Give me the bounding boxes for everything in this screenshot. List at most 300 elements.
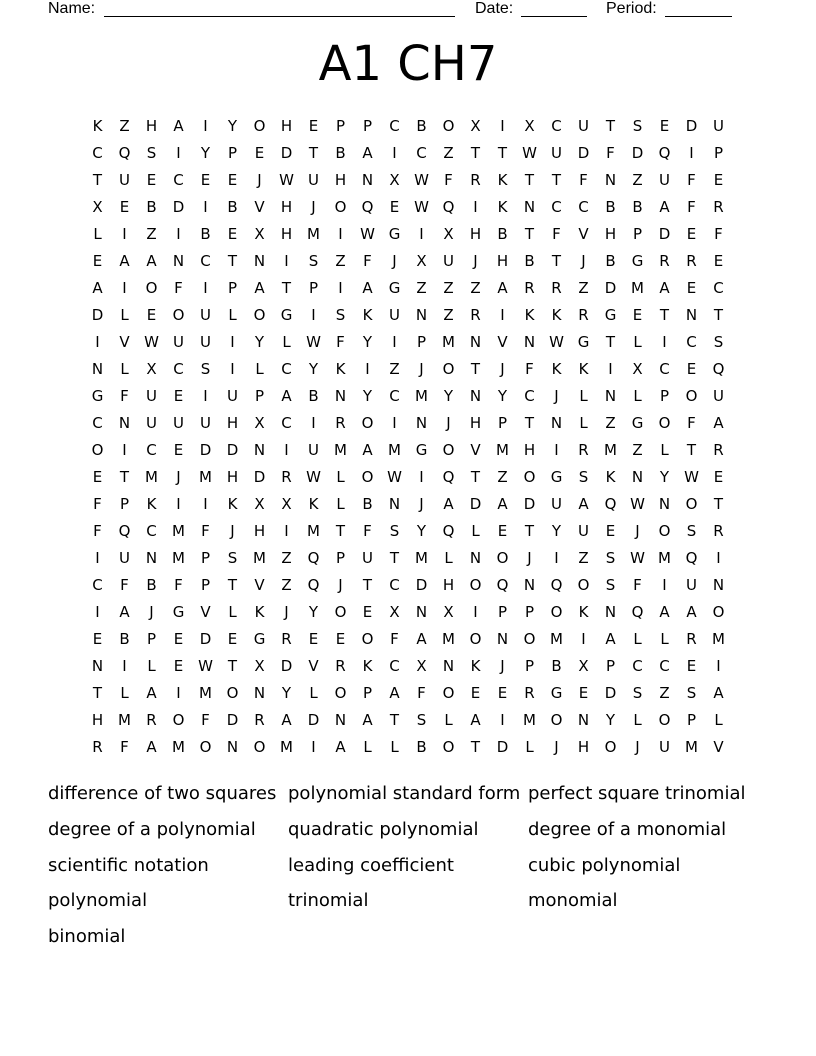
grid-letter: M: [415, 386, 428, 405]
grid-letter: E: [605, 521, 616, 540]
grid-letter: V: [308, 656, 319, 675]
grid-letter: N: [91, 359, 104, 378]
grid-letter: C: [551, 197, 562, 216]
name-blank: [104, 16, 455, 17]
grid-letter: N: [604, 602, 617, 621]
grid-letter: K: [497, 197, 508, 216]
grid-letter: Z: [389, 359, 400, 378]
grid-letter: L: [120, 359, 129, 378]
grid-letter: L: [336, 494, 345, 513]
grid-letter: F: [120, 575, 129, 594]
grid-letter: N: [469, 332, 482, 351]
grid-letter: I: [608, 359, 613, 378]
grid-letter: P: [524, 602, 535, 621]
grid-letter: F: [687, 170, 696, 189]
grid-letter: M: [172, 548, 185, 567]
grid-letter: P: [632, 224, 643, 243]
grid-letter: I: [311, 305, 316, 324]
grid-letter: S: [146, 143, 157, 162]
grid-letter: F: [606, 143, 615, 162]
grid-letter: O: [253, 305, 266, 324]
grid-letter: A: [146, 251, 157, 270]
grid-letter: M: [685, 737, 698, 756]
grid-letter: E: [173, 440, 184, 459]
grid-letter: N: [388, 494, 401, 513]
grid-letter: O: [658, 413, 671, 432]
grid-letter: U: [578, 116, 589, 135]
grid-letter: I: [554, 440, 559, 459]
grid-letter: K: [605, 467, 616, 486]
grid-letter: K: [497, 170, 508, 189]
grid-letter: P: [308, 278, 319, 297]
grid-letter: Q: [307, 548, 320, 567]
grid-letter: J: [419, 359, 424, 378]
grid-letter: I: [554, 548, 559, 567]
grid-letter: I: [716, 548, 721, 567]
grid-letter: K: [578, 602, 589, 621]
grid-letter: Z: [335, 251, 346, 270]
grid-letter: U: [578, 521, 589, 540]
grid-letter: D: [280, 143, 293, 162]
grid-letter: L: [714, 710, 723, 729]
grid-letter: U: [551, 494, 562, 513]
grid-letter: D: [415, 575, 428, 594]
grid-letter: C: [281, 413, 292, 432]
grid-letter: Z: [578, 278, 589, 297]
grid-letter: L: [147, 656, 156, 675]
grid-letter: U: [713, 116, 724, 135]
grid-letter: K: [227, 494, 238, 513]
grid-letter: F: [552, 224, 561, 243]
grid-letter: W: [198, 656, 213, 675]
grid-letter: H: [145, 116, 158, 135]
grid-letter: J: [176, 467, 181, 486]
grid-letter: A: [659, 197, 670, 216]
grid-letter: Q: [307, 575, 320, 594]
grid-letter: A: [281, 710, 292, 729]
grid-letter: O: [658, 710, 671, 729]
grid-letter: I: [392, 143, 397, 162]
grid-letter: E: [308, 629, 319, 648]
grid-letter: X: [92, 197, 103, 216]
grid-letter: Z: [578, 548, 589, 567]
grid-letter: T: [281, 278, 292, 297]
grid-letter: O: [496, 548, 509, 567]
grid-letter: I: [419, 224, 424, 243]
grid-letter: U: [686, 575, 697, 594]
grid-letter: S: [389, 521, 400, 540]
grid-letter: I: [122, 278, 127, 297]
grid-letter: B: [416, 737, 427, 756]
grid-letter: Z: [632, 170, 643, 189]
grid-letter: I: [203, 197, 208, 216]
grid-letter: E: [578, 683, 589, 702]
grid-letter: D: [307, 710, 320, 729]
grid-letter: Q: [118, 521, 131, 540]
worksheet-header: [48, 0, 768, 22]
grid-letter: E: [389, 197, 400, 216]
grid-letter: N: [712, 575, 725, 594]
grid-letter: A: [254, 278, 265, 297]
grid-letter: O: [442, 737, 455, 756]
grid-letter: W: [306, 467, 321, 486]
grid-letter: R: [281, 629, 292, 648]
grid-letter: M: [523, 710, 536, 729]
grid-letter: M: [253, 548, 266, 567]
grid-letter: P: [227, 143, 238, 162]
grid-letter: F: [120, 737, 129, 756]
grid-letter: Q: [118, 143, 131, 162]
grid-letter: T: [524, 224, 535, 243]
grid-letter: R: [335, 413, 346, 432]
grid-letter: E: [659, 116, 670, 135]
grid-letter: U: [119, 170, 130, 189]
grid-letter: I: [311, 737, 316, 756]
grid-letter: C: [713, 278, 724, 297]
grid-letter: O: [199, 737, 212, 756]
grid-letter: A: [119, 602, 130, 621]
grid-letter: W: [144, 332, 159, 351]
grid-letter: X: [254, 494, 265, 513]
grid-letter: M: [280, 737, 293, 756]
grid-letter: Q: [442, 197, 455, 216]
grid-letter: Y: [443, 386, 454, 405]
grid-letter: X: [470, 116, 481, 135]
grid-letter: F: [93, 521, 102, 540]
grid-letter: I: [338, 224, 343, 243]
grid-letter: O: [361, 467, 374, 486]
grid-letter: J: [500, 359, 505, 378]
grid-letter: R: [254, 710, 265, 729]
grid-letter: O: [523, 629, 536, 648]
grid-letter: X: [254, 413, 265, 432]
grid-letter: E: [497, 683, 508, 702]
grid-letter: C: [389, 575, 400, 594]
grid-letter: F: [201, 710, 210, 729]
grid-letter: H: [226, 413, 239, 432]
grid-letter: I: [176, 683, 181, 702]
grid-letter: C: [173, 359, 184, 378]
grid-letter: A: [578, 494, 589, 513]
grid-letter: E: [173, 656, 184, 675]
grid-letter: F: [525, 359, 534, 378]
grid-letter: N: [415, 602, 428, 621]
grid-letter: A: [443, 494, 454, 513]
grid-letter: B: [632, 197, 643, 216]
grid-letter: C: [659, 359, 670, 378]
grid-letter: X: [389, 170, 400, 189]
grid-letter: P: [659, 386, 670, 405]
grid-letter: V: [578, 224, 589, 243]
grid-letter: N: [415, 305, 428, 324]
grid-letter: F: [174, 278, 183, 297]
grid-letter: X: [281, 494, 292, 513]
grid-letter: D: [577, 143, 590, 162]
grid-letter: L: [255, 359, 264, 378]
grid-letter: M: [442, 332, 455, 351]
grid-letter: X: [146, 359, 157, 378]
grid-letter: S: [605, 575, 616, 594]
grid-letter: Z: [146, 224, 157, 243]
grid-letter: E: [713, 467, 724, 486]
grid-letter: U: [119, 548, 130, 567]
grid-letter: P: [605, 656, 616, 675]
grid-letter: A: [659, 278, 670, 297]
word-search-grid: [84, 112, 732, 760]
grid-letter: F: [579, 170, 588, 189]
grid-letter: S: [632, 116, 643, 135]
grid-letter: Y: [227, 116, 238, 135]
grid-letter: V: [119, 332, 130, 351]
grid-letter: X: [416, 251, 427, 270]
grid-letter: P: [524, 656, 535, 675]
name-label: Name:: [48, 0, 96, 17]
grid-letter: D: [91, 305, 104, 324]
grid-letter: H: [280, 197, 293, 216]
grid-letter: L: [120, 305, 129, 324]
grid-letter: Z: [605, 413, 616, 432]
grid-letter: J: [392, 251, 397, 270]
grid-letter: S: [605, 548, 616, 567]
grid-letter: U: [389, 305, 400, 324]
grid-letter: A: [173, 116, 184, 135]
grid-letter: O: [334, 683, 347, 702]
grid-letter: P: [146, 629, 157, 648]
grid-letter: U: [659, 737, 670, 756]
grid-letter: Z: [497, 467, 508, 486]
grid-letter: K: [146, 494, 157, 513]
grid-letter: A: [686, 602, 697, 621]
grid-letter: O: [658, 521, 671, 540]
grid-letter: N: [172, 251, 185, 270]
grid-letter: T: [308, 143, 319, 162]
grid-letter: E: [686, 278, 697, 297]
grid-letter: D: [280, 656, 293, 675]
grid-letter: G: [172, 602, 185, 621]
word-bank: [48, 776, 768, 954]
grid-letter: K: [308, 494, 319, 513]
grid-letter: I: [176, 494, 181, 513]
grid-letter: A: [335, 737, 346, 756]
grid-letter: J: [635, 737, 640, 756]
grid-letter: B: [119, 629, 130, 648]
grid-letter: J: [473, 251, 478, 270]
grid-letter: R: [659, 251, 670, 270]
grid-letter: J: [554, 737, 559, 756]
grid-letter: O: [334, 197, 347, 216]
grid-letter: C: [200, 251, 211, 270]
grid-letter: O: [442, 116, 455, 135]
grid-letter: G: [631, 251, 644, 270]
grid-letter: Q: [442, 467, 455, 486]
grid-letter: K: [470, 656, 481, 675]
grid-letter: N: [253, 440, 266, 459]
grid-letter: K: [92, 116, 103, 135]
grid-letter: I: [473, 197, 478, 216]
grid-letter: J: [311, 197, 316, 216]
grid-letter: B: [605, 251, 616, 270]
grid-letter: P: [200, 548, 211, 567]
grid-letter: W: [522, 143, 537, 162]
word-bank-item: polynomial standard form: [288, 783, 521, 805]
grid-letter: I: [203, 386, 208, 405]
grid-letter: U: [227, 386, 238, 405]
grid-letter: I: [500, 305, 505, 324]
grid-letter: P: [362, 683, 373, 702]
grid-letter: U: [308, 440, 319, 459]
grid-letter: P: [497, 413, 508, 432]
grid-letter: M: [388, 440, 401, 459]
date-blank: [521, 16, 587, 17]
grid-letter: R: [686, 629, 697, 648]
grid-letter: T: [551, 251, 562, 270]
grid-letter: N: [469, 386, 482, 405]
grid-letter: F: [93, 494, 102, 513]
grid-letter: B: [335, 143, 346, 162]
grid-letter: O: [226, 683, 239, 702]
grid-letter: A: [92, 278, 103, 297]
grid-letter: R: [335, 656, 346, 675]
grid-letter: H: [577, 737, 590, 756]
grid-letter: O: [172, 710, 185, 729]
grid-letter: J: [419, 494, 424, 513]
grid-letter: O: [172, 305, 185, 324]
grid-letter: Q: [442, 521, 455, 540]
grid-letter: Y: [659, 467, 670, 486]
grid-letter: M: [496, 440, 509, 459]
grid-letter: R: [524, 278, 535, 297]
grid-letter: A: [497, 278, 508, 297]
grid-letter: S: [686, 521, 697, 540]
grid-letter: P: [713, 143, 724, 162]
grid-letter: Y: [416, 521, 427, 540]
grid-letter: I: [230, 332, 235, 351]
grid-letter: B: [551, 656, 562, 675]
grid-letter: F: [687, 197, 696, 216]
grid-letter: C: [92, 413, 103, 432]
grid-letter: I: [392, 332, 397, 351]
grid-letter: Q: [361, 197, 374, 216]
grid-letter: Z: [281, 575, 292, 594]
grid-letter: T: [713, 494, 724, 513]
grid-letter: Z: [659, 683, 670, 702]
grid-letter: C: [578, 197, 589, 216]
word-bank-item: trinomial: [288, 890, 369, 912]
grid-letter: D: [199, 629, 212, 648]
grid-letter: N: [442, 656, 455, 675]
grid-letter: S: [632, 683, 643, 702]
grid-letter: L: [633, 332, 642, 351]
grid-letter: A: [659, 602, 670, 621]
grid-letter: L: [390, 737, 399, 756]
grid-letter: J: [581, 251, 586, 270]
grid-letter: G: [91, 386, 104, 405]
grid-letter: B: [146, 197, 157, 216]
grid-letter: W: [360, 224, 375, 243]
grid-letter: O: [685, 386, 698, 405]
grid-letter: B: [362, 494, 373, 513]
grid-letter: C: [92, 575, 103, 594]
grid-letter: R: [713, 521, 724, 540]
grid-letter: D: [604, 683, 617, 702]
word-bank-item: leading coefficient: [288, 854, 454, 876]
grid-letter: F: [201, 521, 210, 540]
word-bank-item: binomial: [48, 926, 126, 948]
grid-letter: N: [550, 413, 563, 432]
grid-letter: X: [416, 656, 427, 675]
grid-letter: Z: [470, 278, 481, 297]
grid-letter: H: [469, 224, 482, 243]
grid-letter: F: [363, 251, 372, 270]
word-bank-item: monomial: [528, 890, 618, 912]
grid-letter: B: [146, 575, 157, 594]
grid-letter: I: [230, 359, 235, 378]
grid-letter: K: [362, 305, 373, 324]
grid-letter: I: [365, 359, 370, 378]
grid-letter: T: [524, 521, 535, 540]
grid-letter: R: [470, 170, 481, 189]
grid-letter: G: [280, 305, 293, 324]
grid-letter: P: [362, 116, 373, 135]
grid-letter: E: [254, 143, 265, 162]
grid-letter: M: [334, 440, 347, 459]
grid-letter: F: [714, 224, 723, 243]
grid-letter: C: [686, 332, 697, 351]
grid-letter: E: [227, 224, 238, 243]
grid-letter: Q: [550, 575, 563, 594]
grid-letter: O: [253, 116, 266, 135]
grid-letter: V: [470, 440, 481, 459]
grid-letter: F: [687, 413, 696, 432]
grid-letter: X: [443, 224, 454, 243]
grid-letter: Y: [281, 683, 292, 702]
grid-letter: H: [280, 116, 293, 135]
grid-letter: X: [443, 602, 454, 621]
grid-letter: X: [524, 116, 535, 135]
grid-letter: W: [630, 494, 645, 513]
grid-letter: Q: [685, 548, 698, 567]
grid-letter: U: [173, 413, 184, 432]
grid-letter: M: [118, 710, 131, 729]
grid-letter: L: [444, 548, 453, 567]
grid-letter: D: [226, 710, 239, 729]
grid-letter: L: [120, 683, 129, 702]
grid-letter: P: [416, 332, 427, 351]
grid-letter: E: [200, 170, 211, 189]
grid-letter: K: [551, 305, 562, 324]
grid-letter: F: [417, 683, 426, 702]
grid-letter: M: [631, 278, 644, 297]
grid-letter: N: [253, 251, 266, 270]
grid-letter: R: [713, 197, 724, 216]
grid-letter: A: [389, 683, 400, 702]
grid-letter: R: [713, 440, 724, 459]
grid-letter: O: [523, 467, 536, 486]
grid-letter: H: [253, 521, 266, 540]
grid-letter: P: [200, 575, 211, 594]
date-label: Date:: [475, 0, 514, 17]
grid-letter: V: [497, 332, 508, 351]
grid-letter: M: [307, 224, 320, 243]
grid-letter: X: [389, 602, 400, 621]
grid-letter: L: [228, 305, 237, 324]
grid-letter: U: [200, 332, 211, 351]
grid-letter: V: [254, 197, 265, 216]
grid-letter: T: [362, 575, 373, 594]
grid-letter: N: [631, 467, 644, 486]
grid-letter: Y: [308, 359, 319, 378]
grid-letter: P: [497, 602, 508, 621]
